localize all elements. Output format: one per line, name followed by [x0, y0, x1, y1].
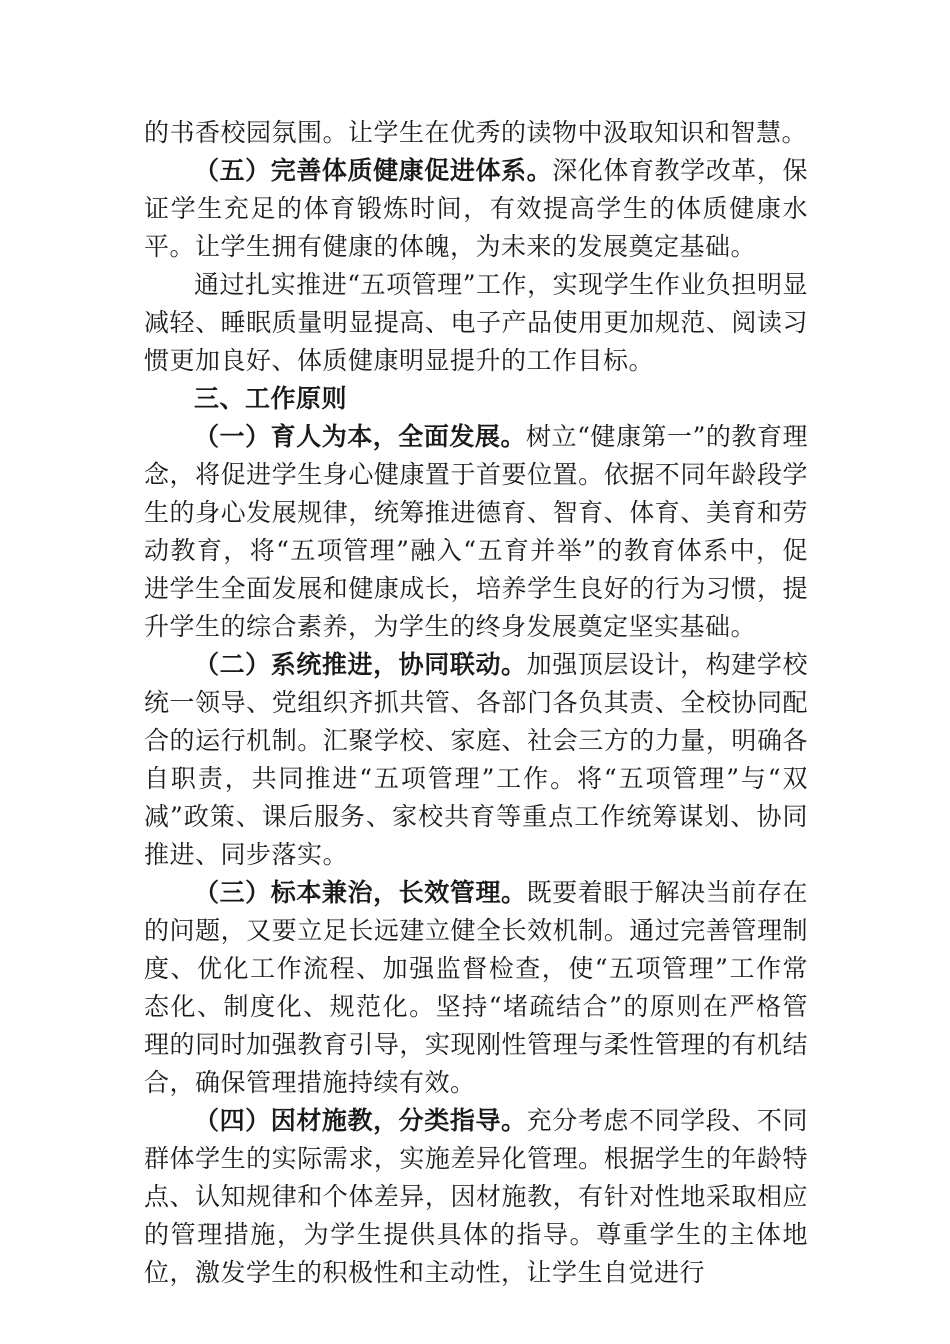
paragraph-body: 加强顶层设计，构建学校统一领导、党组织齐抓共管、各部门各负其责、全校协同配合的运行机制。汇聚学校、家庭、社会三方的力量，明确各自职责，共同推进“五项管理”工作。将“五项管理”与“双减”政策、课后服务、家校共育等重点工作统筹谋划、协同推进、同步落实。 [144, 650, 808, 869]
paragraph-work-goals: 通过扎实推进“五项管理”工作，实现学生作业负担明显减轻、睡眠质量明显提高、电子产品使用更加规范、阅读习惯更加良好、体质健康明显提升的工作目标。 [144, 270, 808, 375]
paragraph-physical-health [144, 152, 808, 266]
section-heading: 三、工作原则 [194, 384, 348, 413]
paragraph-principle-2 [144, 646, 808, 874]
paragraph-principle-1 [144, 418, 808, 646]
paragraph-body: 深化体育教学改革，保证学生充足的体育锻炼时间，有效提高学生的体质健康水平。让学生拥有健康的体魄，为未来的发展奠定基础。 [144, 156, 808, 261]
paragraph-continuation: 的书香校园氛围。让学生在优秀的读物中汲取知识和智慧。 [144, 118, 808, 147]
paragraph-principle-4 [144, 1102, 808, 1292]
document-page [144, 114, 808, 1292]
paragraph-principle-3 [144, 874, 808, 1102]
paragraph-lead: （五）完善体质健康促进体系。 [194, 156, 553, 185]
paragraph-lead: （四）因材施教，分类指导。 [194, 1106, 527, 1135]
paragraph-lead: （一）育人为本，全面发展。 [194, 422, 527, 451]
paragraph-body: 既要着眼于解决当前存在的问题，又要立足长远建立健全长效机制。通过完善管理制度、优化工作流程、加强监督检查，使“五项管理”工作常态化、制度化、规范化。坚持“堵疏结合”的原则在严格管理的同时加强教育引导，实现刚性管理与柔性管理的有机结合，确保管理措施持续有效。 [144, 878, 808, 1097]
paragraph-body: 充分考虑不同学段、不同群体学生的实际需求，实施差异化管理。根据学生的年龄特点、认知规律和个体差异，因材施教，有针对性地采取相应的管理措施，为学生提供具体的指导。尊重学生的主体地位，激发学生的积极性和主动性，让学生自觉进行 [144, 1106, 808, 1287]
paragraph-lead: （三）标本兼治，长效管理。 [194, 878, 527, 907]
paragraph-lead: （二）系统推进，协同联动。 [194, 650, 527, 679]
paragraph-body: 树立“健康第一”的教育理念，将促进学生身心健康置于首要位置。依据不同年龄段学生的身心发展规律，统筹推进德育、智育、体育、美育和劳动教育，将“五项管理”融入“五育并举”的教育体系中，促进学生全面发展和健康成长，培养学生良好的行为习惯，提升学生的综合素养，为学生的终身发展奠定坚实基础。 [144, 422, 809, 641]
